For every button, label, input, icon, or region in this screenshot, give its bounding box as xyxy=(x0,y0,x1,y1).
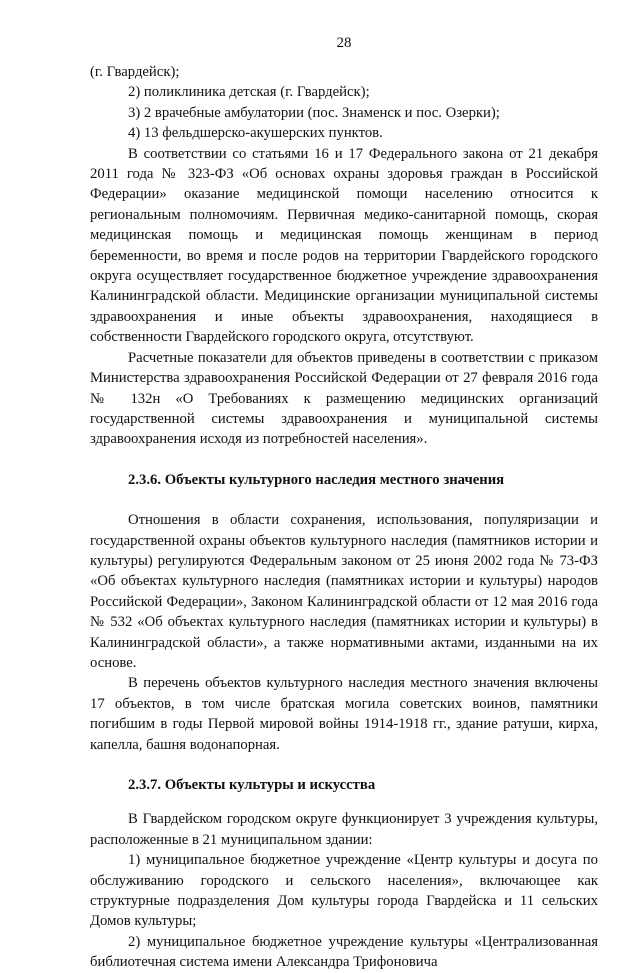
section-heading: 2.3.7. Объекты культуры и искусства xyxy=(128,777,376,793)
paragraph: В перечень объектов культурного наследия местного значения включены 17 объектов, в том числе братская могила советских воинов, памятники погибшим в годы Первой мировой войны 1914-1918 гг., здание ратуши, кирха, капелла, башня водонапорная. xyxy=(90,675,598,753)
list-item: 4) 13 фельдшерско-акушерских пунктов. xyxy=(128,125,383,142)
paragraph: В соответствии со статьями 16 и 17 Федерального закона от 21 декабря 2011 года № 323-ФЗ «Об основах охраны здоровья граждан в Российской Федерации» оказание медицинской помощи населению относится к региональным полномочиям. Первичная медико-санитарной помощь, скорая медицинская помощь и медицинская помощь женщинам в период беременности, во время и после родов на территории Гвардейского городского округа осуществляет государственное бюджетное учреждение здравоохранения Калининградской области. Медицинские организации муниципальной системы здравоохранения и иные объекты здравоохранения, находящиеся в собственности Гвардейского городского округа, отсутствуют. xyxy=(90,145,598,346)
list-item: 2) поликлиника детская (г. Гвардейск); xyxy=(128,84,370,101)
list-item: 3) 2 врачебные амбулатории (пос. Знаменск и пос. Озерки); xyxy=(128,104,500,121)
section-heading: 2.3.6. Объекты культурного наследия местного значения xyxy=(128,471,505,488)
paragraph: В Гвардейском городском округе функционирует 3 учреждения культуры, расположенные в 21 муниципальном здании: xyxy=(90,811,598,848)
paragraph: (г. Гвардейск); xyxy=(90,64,180,80)
paragraph: Расчетные показатели для объектов приведены в соответствии с приказом Министерства здравоохранения Российской Федерации от 27 февраля 2016 года № 132н «О Требованиях к размещению медицинских организаций государственной системы здравоохранения и муниципальной системы здравоохранения исходя из потребностей населения». xyxy=(90,349,598,448)
paragraph: Отношения в области сохранения, использования, популяризации и государственной охраны объектов культурного наследия (памятников истории и культуры) регулируются Федеральным законом от 25 июня 2002 года № 73-ФЗ «Об объектах культурного наследия (памятниках истории и культуры) народов Российской Федерации», Законом Калининградской области от 12 мая 2016 года № 532 «Об объектах культурного наследия (памятниках истории и культуры) в Калининградской области», а также нормативными актами, изданными на их основе. xyxy=(90,512,598,671)
page-number: 28 xyxy=(336,35,352,51)
list-item: 1) муниципальное бюджетное учреждение «Центр культуры и досуга по обслуживанию городского и сельского населения», включающее как структурные подразделения Дом культуры города Гвардейска и 11 сельских Домов культуры; xyxy=(90,852,598,930)
list-item: 2) муниципальное бюджетное учреждение культуры «Централизованная библиотечная система имени Александра Трифоновича xyxy=(90,933,598,971)
document-body xyxy=(90,62,598,973)
